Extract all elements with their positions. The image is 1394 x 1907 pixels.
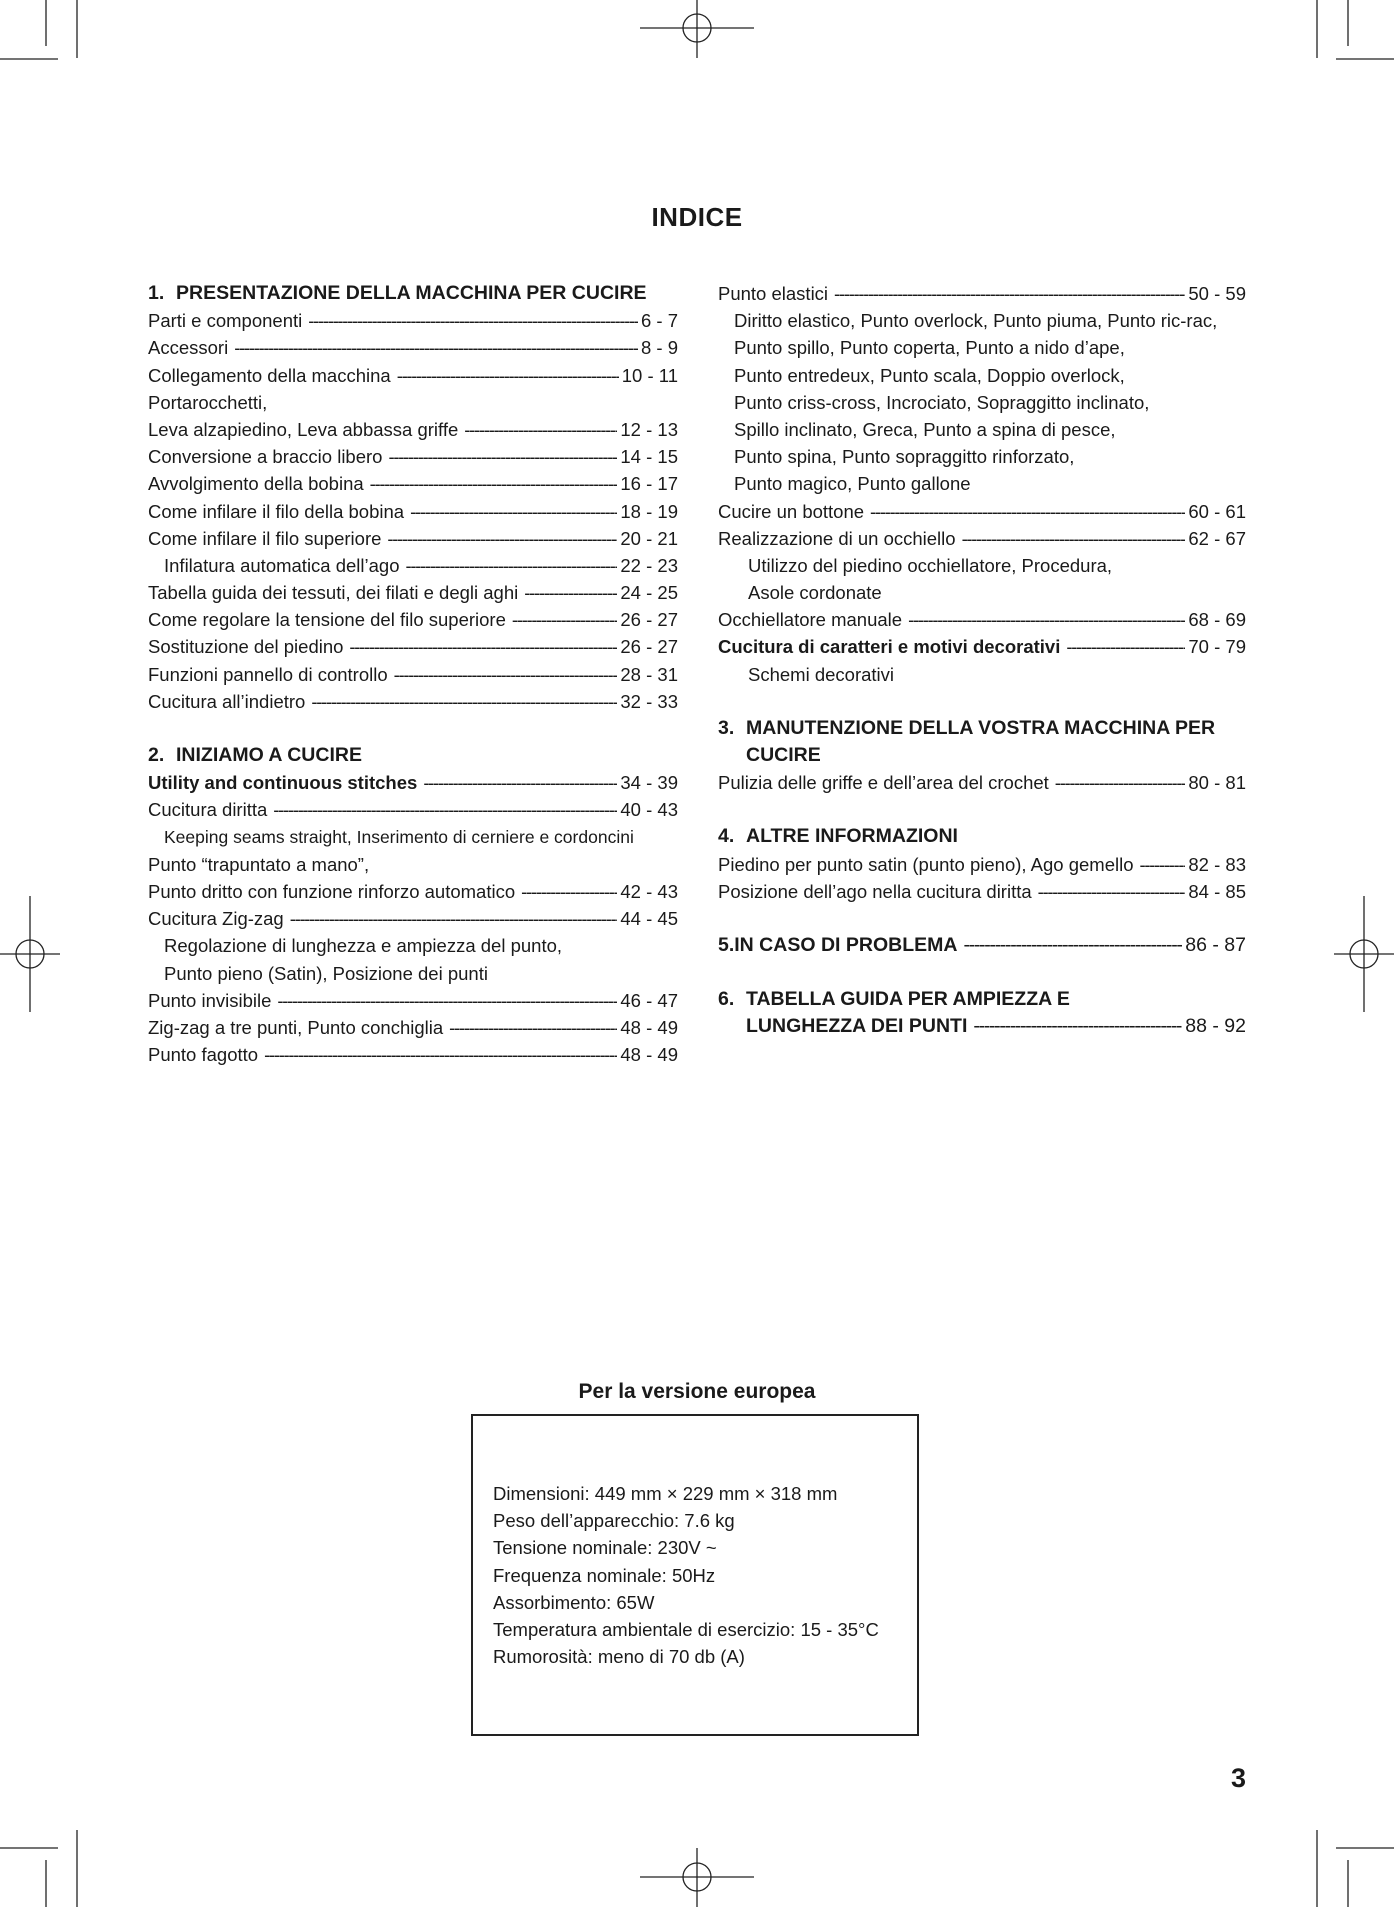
toc-entry[interactable]: [718, 280, 1246, 307]
section-heading: [718, 823, 1246, 850]
spec-line: Frequenza nominale: 50Hz: [493, 1564, 716, 1586]
page-range: 42 - 43: [620, 880, 678, 902]
spacer: [718, 905, 1246, 932]
spec-line: Peso dell’apparecchio: 7.6 kg: [493, 1510, 735, 1532]
toc-subtext: Punto spina, Punto sopraggitto rinforzato,: [734, 446, 1075, 468]
toc-entry[interactable]: [148, 362, 678, 389]
toc-subtext: Punto spillo, Punto coperta, Punto a nido d’ape,: [734, 337, 1125, 359]
page-range: 70 - 79: [1188, 636, 1246, 658]
section-heading: [718, 932, 1246, 959]
leader-dots: [264, 1041, 617, 1068]
toc-entry[interactable]: [148, 905, 678, 932]
european-version-title: Per la versione europea: [578, 1380, 816, 1403]
section-number: 3.: [718, 716, 735, 739]
page-range: 80 - 81: [1188, 772, 1246, 794]
leader-dots: [423, 769, 617, 796]
page-range: 84 - 85: [1188, 880, 1246, 902]
toc-subtext: Schemi decorativi: [748, 663, 895, 685]
toc-subtext: Utilizzo del piedino occhiellatore, Procedura,: [748, 554, 1113, 576]
page-range: 48 - 49: [620, 1044, 678, 1066]
toc-subtext: Asole cordonate: [748, 582, 882, 604]
toc-entry[interactable]: [718, 525, 1246, 552]
section-number: 5.: [718, 933, 735, 956]
toc-entry-label: Cucitura di caratteri e motivi decorativi: [718, 636, 1061, 658]
toc-entry[interactable]: [148, 1041, 678, 1068]
leader-dots: [524, 579, 617, 606]
leader-dots: [908, 606, 1185, 633]
toc-entry[interactable]: [148, 987, 678, 1014]
toc-left-column: [148, 280, 678, 1068]
toc-subtext: Punto “trapuntato a mano”,: [148, 853, 370, 875]
page-range: 12 - 13: [620, 418, 678, 440]
page-range: 26 - 27: [620, 636, 678, 658]
leader-dots: [410, 498, 617, 525]
toc-entry[interactable]: [148, 661, 678, 688]
leader-dots: [394, 661, 618, 688]
leader-dots: [277, 987, 617, 1014]
toc-entry-label: Zig-zag a tre punti, Punto conchiglia: [148, 1016, 444, 1038]
toc-entry-label: Tabella guida dei tessuti, dei filati e degli aghi: [148, 582, 519, 604]
toc-entry-label: Cucire un bottone: [718, 500, 865, 522]
toc-subtext: Punto criss-cross, Incrociato, Sopraggitto inclinato,: [734, 391, 1150, 413]
page-range: 60 - 61: [1188, 500, 1246, 522]
toc-entry-label: Punto fagotto: [148, 1044, 259, 1066]
page-range: 46 - 47: [620, 989, 678, 1011]
spacer: [718, 959, 1246, 986]
page-range: 50 - 59: [1188, 283, 1246, 304]
leader-dots: [388, 443, 617, 470]
leader-dots: [834, 280, 1185, 307]
section-heading: [148, 742, 678, 769]
toc-entry[interactable]: [148, 1014, 678, 1041]
toc-entry[interactable]: [718, 606, 1246, 633]
toc-entry-label: Pulizia delle griffe e dell’area del crochet: [718, 772, 1049, 794]
page-range: 32 - 33: [620, 690, 678, 712]
leader-dots: [397, 362, 619, 389]
page-range: 24 - 25: [620, 582, 678, 604]
toc-entry[interactable]: [148, 633, 678, 660]
toc-entry[interactable]: [148, 769, 678, 796]
leader-dots: [464, 416, 617, 443]
toc-right-column: [718, 280, 1246, 1041]
section-title: TABELLA GUIDA PER AMPIEZZA E: [746, 988, 1070, 1011]
section-heading: [718, 986, 1246, 1013]
toc-entry-label: Come infilare il filo della bobina: [148, 500, 405, 522]
page-range: 28 - 31: [620, 663, 678, 685]
leader-dots: [349, 633, 617, 660]
leader-dots: [521, 878, 617, 905]
page-range: 14 - 15: [620, 446, 678, 468]
page-range: 82 - 83: [1188, 853, 1246, 875]
toc-entry-label: Sostituzione del piedino: [148, 636, 344, 658]
toc-entry-label: Piedino per punto satin (punto pieno), Ago gemello: [718, 853, 1134, 875]
toc-entry-label: Utility and continuous stitches: [148, 772, 418, 794]
toc-entry[interactable]: [148, 498, 678, 525]
leader-dots: [273, 796, 617, 823]
page-range: 18 - 19: [620, 500, 678, 522]
leader-dots: [870, 498, 1185, 525]
spec-line: Temperatura ambientale di esercizio: 15 - 35°C: [493, 1619, 879, 1641]
toc-subtext: Punto magico, Punto gallone: [734, 473, 971, 495]
toc-entry[interactable]: [148, 606, 678, 633]
leader-dots: [963, 932, 1182, 959]
page-range: 88 - 92: [1185, 1015, 1246, 1038]
toc-entry-label: Occhiellatore manuale: [718, 609, 903, 631]
section-title: IN CASO DI PROBLEMA: [734, 933, 958, 956]
toc-entry-label: Cucitura Zig-zag: [148, 908, 284, 930]
toc-entry-label: Leva alzapiedino, Leva abbassa griffe: [148, 418, 459, 440]
toc-entry[interactable]: [148, 579, 678, 606]
page-number: 3: [1230, 1763, 1246, 1793]
toc-entry[interactable]: [148, 470, 678, 497]
registration-mark-top: [640, 0, 754, 58]
toc-entry-label: Infilatura automatica dell’ago: [164, 554, 400, 576]
spec-box: [471, 1414, 919, 1736]
leader-dots: [973, 1013, 1182, 1040]
leader-dots: [1055, 769, 1186, 796]
page-range: 44 - 45: [620, 908, 678, 930]
page-range: 6 - 7: [640, 310, 678, 332]
leader-dots: [449, 1014, 617, 1041]
section-title: PRESENTAZIONE DELLA MACCHINA PER CUCIRE: [176, 282, 647, 304]
spec-line: Rumorosità: meno di 70 db (A): [493, 1646, 745, 1668]
leader-dots: [290, 905, 618, 932]
page-title: INDICE: [651, 202, 743, 232]
toc-entry-label: Funzioni pannello di controllo: [148, 663, 388, 685]
section-title: MANUTENZIONE DELLA VOSTRA MACCHINA PER: [746, 716, 1216, 739]
toc-entry[interactable]: [148, 552, 678, 579]
leader-dots: [1038, 878, 1186, 905]
toc-entry[interactable]: [148, 334, 678, 361]
spacer: [148, 715, 678, 742]
leader-dots: [1066, 633, 1185, 660]
page-range: 10 - 11: [621, 364, 678, 386]
toc-entry-label: Come regolare la tensione del filo superiore: [148, 609, 506, 631]
toc-entry[interactable]: [148, 796, 678, 823]
leader-dots: [370, 470, 618, 497]
section-heading: [718, 715, 1246, 742]
registration-mark-bottom: [640, 1848, 754, 1907]
section-heading: [148, 280, 678, 307]
toc-entry[interactable]: [148, 416, 678, 443]
page-range: 8 - 9: [640, 337, 678, 359]
toc-subtext: Punto entredeux, Punto scala, Doppio overlock,: [734, 364, 1125, 386]
section-title: LUNGHEZZA DEI PUNTI: [746, 1015, 968, 1038]
section-number: 1.: [148, 282, 165, 304]
page-range: 26 - 27: [620, 609, 678, 631]
spec-line: Dimensioni: 449 mm × 229 mm × 318 mm: [493, 1483, 838, 1504]
toc-entry[interactable]: [148, 525, 678, 552]
toc-entry-label: Collegamento della macchina: [148, 364, 391, 386]
toc-entry[interactable]: [148, 878, 678, 905]
leader-dots: [406, 552, 618, 579]
toc-entry[interactable]: [718, 769, 1246, 796]
toc-entry-label: Punto elastici: [718, 283, 829, 304]
section-title: INIZIAMO A CUCIRE: [176, 744, 362, 767]
toc-entry-label: Cucitura diritta: [148, 799, 268, 821]
toc-entry[interactable]: [718, 498, 1246, 525]
registration-mark-right: [1334, 896, 1394, 1012]
page-range: 34 - 39: [620, 772, 678, 794]
section-number: 6.: [718, 988, 735, 1011]
toc-entry[interactable]: [718, 633, 1246, 660]
spec-line: Tensione nominale: 230V ~: [493, 1537, 717, 1559]
leader-dots: [308, 307, 638, 334]
toc-entry-label: Cucitura all’indietro: [148, 690, 306, 712]
toc-subtext: Spillo inclinato, Greca, Punto a spina di pesce,: [734, 418, 1116, 440]
toc-entry-label: Punto dritto con funzione rinforzo automatico: [148, 880, 516, 902]
leader-dots: [311, 688, 617, 715]
toc-entry[interactable]: [148, 688, 678, 715]
spacer: [718, 688, 1246, 715]
leader-dots: [1140, 851, 1186, 878]
toc-entry-label: Accessori: [148, 337, 229, 359]
section-heading: [718, 742, 1246, 769]
toc-subtext: Portarocchetti,: [148, 391, 268, 413]
toc-entry-label: Parti e componenti: [148, 310, 303, 332]
toc-entry[interactable]: [148, 443, 678, 470]
toc-entry-label: Avvolgimento della bobina: [148, 473, 364, 495]
spec-list: [493, 1480, 879, 1670]
toc-entry-label: Realizzazione di un occhiello: [718, 527, 956, 549]
leader-dots: [512, 606, 618, 633]
page-range: 48 - 49: [620, 1016, 678, 1038]
page-range: 16 - 17: [620, 473, 678, 495]
leader-dots: [234, 334, 638, 361]
section-title: CUCIRE: [746, 744, 821, 767]
toc-entry-label: Come infilare il filo superiore: [148, 527, 382, 549]
toc-entry[interactable]: [148, 307, 678, 334]
section-number: 4.: [718, 825, 735, 848]
page-range: 22 - 23: [620, 554, 678, 576]
toc-subtext: Keeping seams straight, Inserimento di cerniere e cordoncini: [164, 826, 634, 847]
toc-entry-label: Conversione a braccio libero: [148, 446, 383, 468]
toc-entry-label: Posizione dell’ago nella cucitura diritta: [718, 880, 1032, 902]
toc-entry-label: Punto invisibile: [148, 989, 272, 1011]
page-range: 40 - 43: [620, 799, 678, 821]
spec-line: Assorbimento: 65W: [493, 1591, 655, 1613]
section-title: ALTRE INFORMAZIONI: [746, 825, 958, 848]
page-range: 20 - 21: [620, 527, 678, 549]
leader-dots: [962, 525, 1186, 552]
section-number: 2.: [148, 744, 165, 767]
toc-subtext: Punto pieno (Satin), Posizione dei punti: [164, 962, 488, 984]
toc-subtext: Regolazione di lunghezza e ampiezza del punto,: [164, 935, 563, 957]
toc-subtext: Diritto elastico, Punto overlock, Punto piuma, Punto ric-rac,: [734, 310, 1218, 332]
page-range: 68 - 69: [1188, 609, 1246, 631]
page-range: 86 - 87: [1185, 933, 1246, 956]
toc-entry[interactable]: [718, 878, 1246, 905]
leader-dots: [387, 525, 617, 552]
toc-entry[interactable]: [718, 851, 1246, 878]
spacer: [718, 796, 1246, 823]
registration-mark-left: [0, 896, 60, 1012]
section-heading: [718, 1013, 1246, 1040]
page-range: 62 - 67: [1188, 527, 1246, 549]
